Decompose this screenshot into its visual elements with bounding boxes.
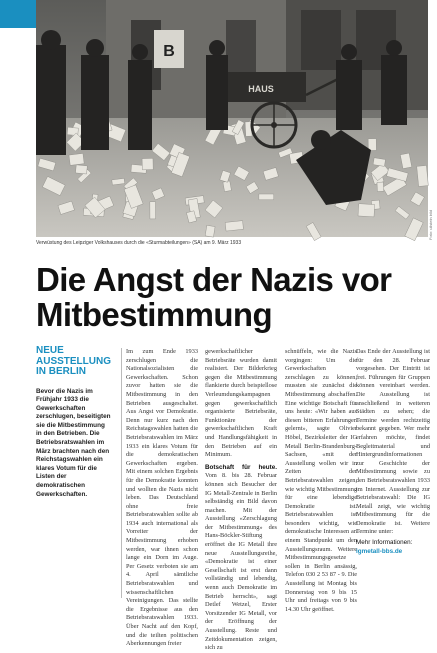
body-text-3: schnüffeln, wie die Nazis vorgingen: Um die Gewerkschaften zerschlagen zu können, mussten sie zunächst die Mitbestimmung abschaffen. Eine wichtige Botschaft für uns heute: «Wir haben aus diesen bitteren Erfahrungen gelernt», sagte Olivier Höbel, Bezirksleiter der IG Metall Berlin-Brandenburg-Sachsen, «mit der Ausstellung wollen wir in Zeiten der Betriebsratswahlen zeigen, wie wichtig Mitbestimmung für eine lebendige Demokratie ist. Betriebsratswahlen ist besonders wichtig, wie demokratische Interessen an einem Standpunkt um den Ausstellungsraum. Weitere Mitbestimmungsgesetze sollen in Berlin ansässig, Telefon 030 2 53 87 - 9. Die Ausstellung ist Montag bis Donnerstag von 9 bis 15 Uhr und freitags von 9 bis 14.30 Uhr geöffnet.	[285, 348, 357, 613]
scattered-paper	[225, 221, 243, 231]
body-text-4: Das Ende der Ausstellung ist für den 28. Februar vorgesehen. Der Eintritt ist frei. Führungen für Gruppen können vereinbart werden. Die Ausstellung ist anschließend in weiteren Städten zu sehen; die Termine werden rechtzeitig bekannt gegeben. Wer mehr erfahren möchte, findet Begleitmaterial und Hintergrundinformationen zur Geschichte der Mitbestimmung sowie zu den Betriebsratswahlen 1933 im Internet. Ausstellung zur Betriebsratswahl: Die IG Metall zeigt, wie wichtig Mitbestimmung für die Demokratie ist. Weitere Termine unter:	[356, 348, 430, 536]
photo-illustration	[36, 0, 428, 237]
cart-sign-text: HAUS	[248, 84, 274, 94]
body-text-2b	[205, 464, 277, 653]
scattered-paper	[417, 165, 429, 186]
scattered-paper	[259, 194, 274, 200]
body-column-4	[356, 348, 430, 598]
headline-line-1: Die Angst der Nazis vor	[36, 261, 392, 298]
body-text-2: gewerkschaftlicher Betriebsräte wurden damit realisiert. Der Bilderkrieg gegen die Mitbestimmung flankierte durch beispiellose Verleumdungskampagnen gegen gewerkschaftlich organisierte Betriebsräte, Funktionäre der gewerkschaftlichen Kraft und Handlungsfähigkeit in den Betrieben auf ein Minimum.	[205, 348, 277, 459]
scattered-paper	[150, 202, 156, 219]
sign-letter: B	[163, 43, 175, 60]
section-color-tab	[0, 0, 36, 28]
more-info-link[interactable]: igmetall-bbs.de	[356, 547, 403, 555]
article-headline	[36, 262, 428, 332]
headline-line-2: Mitbestimmung	[36, 296, 273, 333]
article-sidebar	[36, 346, 112, 499]
body-text-1: Im zum Ende 1933 zerschlugen die Nationalsozialisten die Gewerkschaften. Schon zuvor hatten sie die Mitbestimmung in den Betrieben ausgeschaltet. Aus Angst vor Demokratie. Denn nur kurz nach den Reichstagswahlen hatten die Betriebsratswahlen im März 1933 ein klares Votum für die demokratischen Gewerkschaften ergeben. Mit einem solchen Ergebnis für die Demokratie konnten und wollten die Nazis nicht leben. Das Deutschland ohne freie Betriebsratswahlen sollte ab 1934 auch international als Vorreiter der Mitbestimmung erhoben werden, war ihnen schon lange ein Dorn im Auge. Per Gesetz verboten sie am 4. April sämtliche Betriebsratswahlen und wissenschaftlichen Vereinigungen. Das stellte die Ergebnisse aus den Betriebsratswahlen 1933. Über Nacht auf den Kopf, und die teilten politischen Aberkennungen freier	[126, 348, 198, 648]
photo-credit: Foto: ullstein bild	[428, 209, 433, 240]
photo-caption: Verwüstung des Leipziger Volkshauses durch die «Sturmabteilungen» (SA) am 9. März 1933	[36, 240, 242, 246]
body-column-1	[121, 348, 198, 648]
scattered-paper	[358, 204, 375, 217]
article-teaser: Bevor die Nazis im Frühjahr 1933 die Gewerkschaften zerschlugen, beseitigten sie die Mitbestimmung in den Betrieben. Die Betriebsratswahlen im März brachten nach den Reichstagswahlen ein klares Votum für die Listen der demokratischen Gewerkschaften.	[36, 387, 111, 498]
historical-photo	[36, 0, 428, 237]
body-text-2c: Vom 8. bis 28. Februar können sich Besucher der IG Metall-Zentrale in Berlin selbständig ein Bild davon machen. Mit der Ausstellung «Zerschlagung der Mitbestimmung» des Hans-Böckler-Stiftung eröffnet die IG Metall ihre neue Ausstellungsreihe, «Demokratie ist einer Gesellschaft ist erst dann vollständig und lebendig, wenn auch Demokratie im Betrieb herrscht», sagt Detlef Wetzel, Erster Vorsitzender IG Metall, vor der Eröffnung der Ausstellung. Reste und Zeitdokumentation zeigen, sich zu	[205, 472, 277, 652]
body-column-2	[205, 348, 277, 652]
scattered-paper	[205, 225, 215, 237]
scattered-paper	[142, 158, 153, 170]
scattered-paper	[368, 139, 376, 151]
more-info-label: Mehr Informationen:	[356, 539, 413, 547]
more-info-row	[356, 548, 430, 557]
scattered-paper	[69, 153, 84, 165]
scattered-paper	[223, 181, 232, 192]
scattered-paper	[377, 182, 384, 191]
section-kicker: NEUE AUSSTELLUNG IN BERLIN	[36, 345, 111, 377]
body-column-3	[285, 348, 357, 613]
scattered-paper	[75, 165, 87, 174]
subheading-botschaft: Botschaft für heute.	[205, 463, 277, 471]
